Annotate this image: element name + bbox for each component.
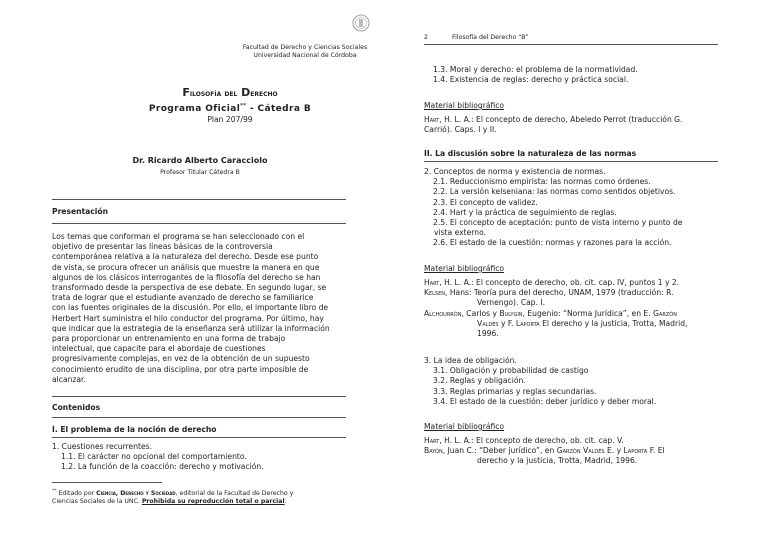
institution-line-1: Facultad de Derecho y Ciencias Sociales — [242, 44, 368, 51]
list-item: 1.1. El carácter no opcional del comportamiento. — [61, 452, 247, 462]
list-item: 2.3. El concepto de validez. — [433, 197, 538, 207]
list-item: 2.1. Reduccionismo empirista: las normas como órdenes. — [433, 177, 651, 187]
section-1-heading: I. El problema de la noción de derecho — [52, 425, 217, 434]
reference-text: y F. — [498, 318, 516, 328]
paragraph-line: conocimiento erudito de una disciplina, por otra parte imposible de — [52, 364, 309, 374]
paragraph-line: Herbert Hart suministra el hilo conductor del programa. Por último, hay — [52, 313, 324, 323]
paragraph-line: objetivo de presentar las líneas básicas de la controversia — [52, 242, 273, 252]
reference-text: , H. L. A.: El concepto de derecho, ob. cit. cap. IV, puntos 1 y 2. — [439, 278, 680, 287]
divider — [52, 437, 346, 438]
list-item-cont — [424, 228, 720, 238]
author-name: Hart — [424, 436, 440, 445]
reference-text: F. El — [647, 446, 665, 456]
footnote-divider — [52, 482, 162, 483]
footnote-text: Ciencias Sociales de la UNC. — [52, 498, 142, 506]
reference-text: , H. L. A.: El concepto de derecho, ob. cit. cap. V. — [439, 436, 624, 445]
reference-text: , Juan C.: “Deber jurídico”, en — [442, 446, 557, 456]
title-initial-2: D — [241, 86, 251, 99]
divider — [52, 199, 346, 200]
author-name: Alchourrón — [424, 308, 462, 318]
divider — [424, 161, 718, 162]
author-name: Laporta — [515, 318, 540, 328]
institution-header — [220, 44, 390, 60]
plan-label: Plan 207/99 — [207, 115, 253, 124]
document-title — [110, 86, 350, 101]
title-initial-1: F — [182, 86, 190, 99]
list-item: 2.6. El estado de la cuestión: normas y razones para la acción. — [433, 238, 672, 248]
footnote-text: . — [284, 498, 287, 506]
subtitle-text: Programa Oficial — [148, 104, 241, 114]
reference-text: Vernengo). Cap. I. — [477, 298, 546, 308]
author-name: Garzón — [653, 308, 677, 318]
author-role: Profesor Titular Cátedra B — [160, 169, 240, 176]
presentacion-heading: Presentación — [52, 207, 109, 216]
author-name: Laporta — [623, 446, 648, 456]
divider — [52, 223, 346, 224]
author-name: Hart — [424, 278, 440, 287]
university-seal-icon — [352, 14, 370, 32]
author-name: Garzón Valdés — [556, 446, 605, 456]
author-name: Valdés — [477, 318, 499, 328]
reference-text: , Eugenio: “Norma Jurídica”, en E. — [522, 308, 654, 318]
reference-text: El derecho y la justicia, Trotta, Madrid, — [539, 318, 688, 328]
paragraph-line: de vista, se procura ofrecer un análisis que muestre la manera en que — [52, 262, 320, 272]
paragraph-line: algunos de los clásicos interrogantes de la filosofía del derecho se han — [52, 272, 321, 282]
footnote — [52, 488, 348, 506]
paragraph-line: progresivamente complejas, en vez de la obtención de un supuesto — [52, 354, 310, 364]
paragraph-line: con las fuentes originales de la discusión. Por ello, el importante libro de — [52, 303, 329, 313]
footnote-text: , editorial de la Facultad de Derecho y — [175, 490, 294, 498]
subtitle-footnote-mark: ** — [240, 103, 247, 109]
list-item: 2.2. La versión kelseniana: las normas como sentidos objetivos. — [433, 187, 676, 197]
list-item: 1.4. Existencia de reglas: derecho y práctica social. — [433, 75, 629, 85]
paragraph-line: que indicar que la estrategia de la enseñanza será utilizar la información — [52, 323, 330, 333]
section-2-list — [424, 167, 720, 249]
reference-text: , Carlos y — [461, 308, 500, 318]
page-number: 2 — [424, 34, 428, 41]
footnote-mark: ** — [52, 489, 57, 494]
title-word-1: ilosofía del — [189, 89, 238, 99]
reference-text: , H. L. A.: El concepto de derecho, Abeledo Perrot (traducción G. — [439, 115, 683, 124]
list-item-text: vista externo. — [434, 228, 487, 238]
presentacion-paragraph — [52, 232, 346, 385]
list-item: 3.3. Reglas primarias y reglas secundarias. — [433, 386, 597, 396]
author-name: Bayón — [424, 446, 443, 456]
section-3-list — [424, 356, 720, 407]
contenidos-heading: Contenidos — [52, 403, 101, 412]
copyright-notice: Prohibida su reproducción total o parcial — [141, 498, 285, 506]
paragraph-line: intelectual, que capacite para el abordaje de cuestiones — [52, 344, 266, 354]
paragraph-line: alcanzar. — [52, 374, 86, 384]
list-item: 3. La idea de obligación. — [424, 356, 517, 365]
section-1-list-cont — [433, 65, 723, 85]
paragraph-line: transformado desde la perspectiva de ese debate. En segundo lugar, se — [52, 283, 327, 293]
list-item: 3.2. Reglas y obligación. — [433, 376, 526, 386]
publisher-name: Ciencia, Derecho y Sociedad — [96, 490, 176, 498]
running-title: Filosofía del Derecho “B” — [452, 34, 529, 41]
section-2-heading: II. La discusión sobre la naturaleza de las normas — [424, 149, 637, 158]
list-item: 1. Cuestiones recurrentes. — [52, 442, 153, 451]
list-item: 3.4. El estado de la cuestión: deber jurídico y deber moral. — [433, 396, 657, 406]
institution-line-2: Universidad Nacional de Córdoba — [253, 52, 357, 59]
list-item: 1.2. La función de la coacción: derecho y motivación. — [61, 462, 264, 472]
paragraph-line: trata de lograr que el estudiante avanzado de derecho se familiarice — [52, 293, 314, 303]
list-item: 1.3. Moral y derecho: el problema de la normatividad. — [433, 65, 638, 74]
reference-text: E. y — [604, 446, 624, 456]
divider — [52, 417, 346, 418]
material-heading: Material bibliográfico — [424, 422, 505, 431]
document-subtitle — [110, 101, 350, 115]
material-heading: Material bibliográfico — [424, 101, 505, 110]
bibliography-list — [424, 278, 720, 339]
material-heading: Material bibliográfico — [424, 264, 505, 273]
bibliography-entry — [424, 115, 718, 135]
section-1-list — [52, 442, 346, 473]
author-name: Dr. Ricardo Alberto Caracciolo — [132, 156, 268, 165]
paragraph-line: Los temas que conforman el programa se han seleccionado con el — [52, 232, 305, 241]
list-item: 2.4. Hart y la práctica de seguimiento de reglas. — [433, 207, 617, 217]
divider — [52, 396, 346, 397]
bibliography-list — [424, 436, 720, 467]
reference-text: 1996. — [477, 329, 499, 339]
list-item: 2. Conceptos de norma y existencia de normas. — [424, 167, 606, 176]
reference-text: derecho y la justicia, Trotta, Madrid, 1996. — [477, 456, 638, 466]
list-item: 2.5. El concepto de aceptación: punto de vista interno y punto de — [433, 218, 683, 228]
author-name: Kelsen — [424, 288, 445, 298]
list-item: 3.1. Obligación y probabilidad de castigo — [433, 366, 589, 376]
reference-text: , Hans: Teoría pura del derecho, UNAM, 1979 (traducción: R. — [445, 288, 674, 298]
subtitle-rest: - Cátedra B — [249, 104, 312, 114]
title-word-2: erecho — [250, 89, 278, 99]
reference-text: Carrió). Caps. I y II. — [424, 125, 497, 135]
author-name: Hart — [424, 115, 440, 124]
paragraph-line: contemporánea relativa a la naturaleza del derecho. Desde ese punto — [52, 252, 319, 262]
author-name: Bulygin — [499, 308, 523, 318]
footnote-text: Editado por — [56, 490, 97, 498]
paragraph-line: para proporcionar un entrenamiento en una forma de trabajo — [52, 334, 286, 344]
header-divider — [424, 44, 718, 45]
